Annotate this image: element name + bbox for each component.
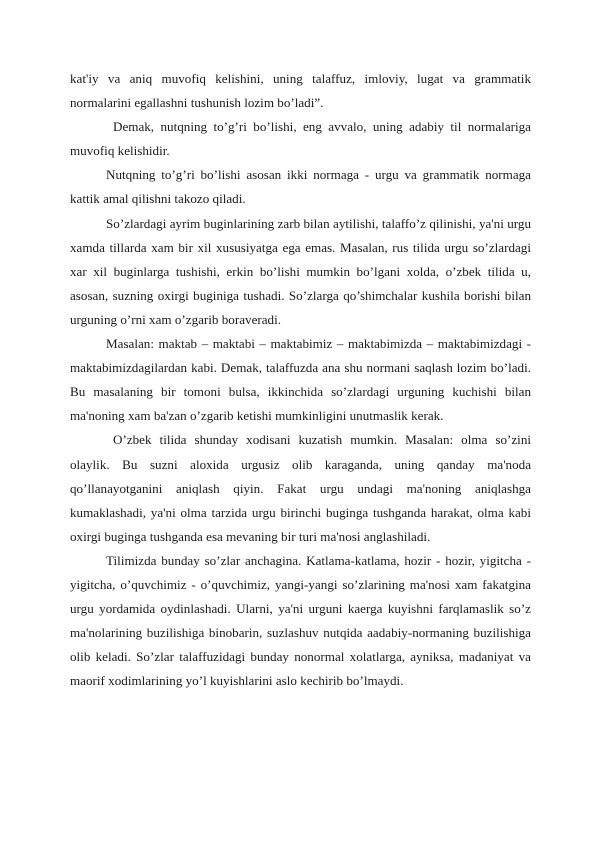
paragraph-continuation: kat'iy va aniq muvofiq kelishini, uning talaffuz, imloviy, lugat va grammatik normalarini egallashni tushunish lozim bo’ladi”. [70, 71, 531, 111]
paragraph-masalan: Masalan: maktab – maktabi – maktabimiz – maktabimizda – maktabimizdagi - maktabimizdagilardan kabi. Demak, talaffuzda ana shu normani saqlash lozim bo’ladi. Bu masalaning bir tomoni bulsa, ikkinchida so’zlardagi urguning kuchishi bilan ma'noning xam ba'zan o’zgarib ketishi mumkinligini unutmaslik kerak. [70, 336, 531, 424]
paragraph-tilimizda: Tilimizda bunday so’zlar anchagina. Katlama-katlama, hozir - hozir, yigitcha - yigitcha, o’quvchimiz - o’quvchimiz, yangi-yangi so’zlarining ma'nosi xam fakatgina urgu yordamida oydinlashadi. Ularni, ya'ni urguni kaerga kuyishni farqlamaslik so’z ma'nolarining buzilishiga binobarin, suzlashuv nutqida aadabiy-normaning buzilishiga olib keladi. So’zlar talaffuzidagi bunday nonormal xolatlarga, ayniksa, madaniyat va maorif xodimlarining yo’l kuyishlarini aslo kechirib bo’lmaydi. [70, 552, 531, 689]
paragraph-demak: Demak, nutqning to’g’ri bo’lishi, eng avvalo, uning adabiy til normalariga muvofiq kelishidir. [70, 119, 531, 159]
document-body [70, 67, 531, 693]
paragraph-ozbek-tilida: O’zbek tilida shunday xodisani kuzatish mumkin. Masalan: olma so’zini olaylik. Bu suzni aloxida urgusiz olib karaganda, uning qanday ma'noda qo’llanayotganini aniqlash qiyin. Fakat urgu undagi ma'noning aniqlashga kumaklashadi, ya'ni olma tarzida urgu birinchi buginga tushganda harakat, olma kabi oxirgi buginga tushganda esa mevaning bir turi ma'nosi anglashiladi. [70, 432, 531, 544]
paragraph-nutqning: Nutqning to’g’ri bo’lishi asosan ikki normaga - urgu va grammatik normaga kattik amal qilishni takozo qiladi. [70, 167, 531, 207]
paragraph-sozlardagi: So’zlardagi ayrim buginlarining zarb bilan aytilishi, talaffo’z qilinishi, ya'ni urgu xamda tillarda xam bir xil xususiyatga ega emas. Masalan, rus tilida urgu so’zlardagi xar xil buginlarga tushishi, erkin bo’lishi mumkin bo’lgani xolda, o’zbek tilida u, asosan, suzning oxirgi buginiga tushadi. So’zlarga qo’shimchalar kushila borishi bilan urguning o’rni xam o’zgarib boraveradi. [70, 215, 531, 327]
